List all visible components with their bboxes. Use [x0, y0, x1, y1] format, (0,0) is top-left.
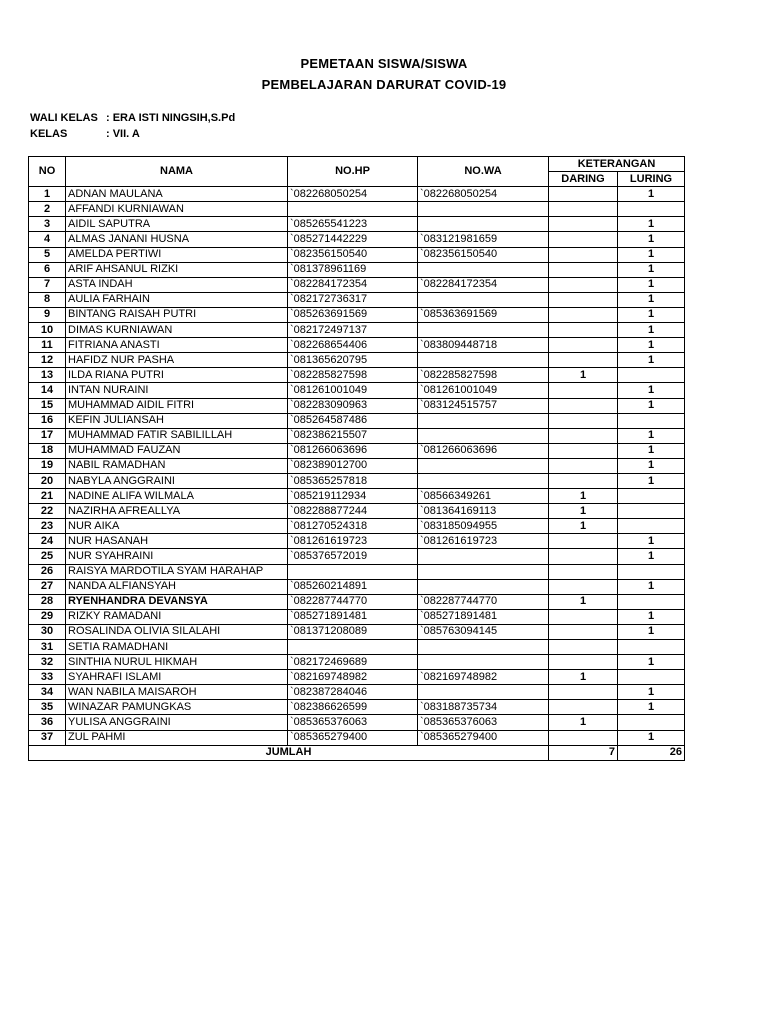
cell-no: 12 — [29, 353, 66, 368]
cell-hp: `081378961169 — [288, 262, 418, 277]
table-body — [29, 187, 685, 745]
cell-nama: ALMAS JANANI HUSNA — [66, 232, 288, 247]
cell-hp: `082387284046 — [288, 685, 418, 700]
cell-no: 31 — [29, 640, 66, 655]
cell-wa — [418, 655, 549, 670]
table-row — [29, 519, 685, 534]
cell-nama: BINTANG RAISAH PUTRI — [66, 307, 288, 322]
cell-wa: `082268050254 — [418, 187, 549, 202]
cell-nama: ROSALINDA OLIVIA SILALAHI — [66, 624, 288, 639]
cell-daring: 1 — [549, 504, 618, 519]
cell-hp: `081261001049 — [288, 383, 418, 398]
cell-luring: 1 — [618, 353, 685, 368]
cell-wa: `085365279400 — [418, 730, 549, 745]
cell-luring: 1 — [618, 262, 685, 277]
cell-hp: `082169748982 — [288, 670, 418, 685]
table-row — [29, 307, 685, 322]
cell-wa: `082287744770 — [418, 594, 549, 609]
cell-no: 16 — [29, 413, 66, 428]
cell-wa — [418, 413, 549, 428]
cell-daring — [549, 730, 618, 745]
cell-daring — [549, 443, 618, 458]
cell-no: 33 — [29, 670, 66, 685]
cell-luring: 1 — [618, 443, 685, 458]
total-row — [29, 745, 685, 760]
cell-no: 10 — [29, 323, 66, 338]
cell-daring — [549, 217, 618, 232]
cell-daring — [549, 338, 618, 353]
cell-no: 21 — [29, 489, 66, 504]
table-row — [29, 232, 685, 247]
cell-hp: `085376572019 — [288, 549, 418, 564]
cell-daring: 1 — [549, 670, 618, 685]
cell-daring: 1 — [549, 368, 618, 383]
cell-luring: 1 — [618, 534, 685, 549]
cell-no: 9 — [29, 307, 66, 322]
cell-wa: `085271891481 — [418, 609, 549, 624]
cell-nama: ADNAN MAULANA — [66, 187, 288, 202]
cell-no: 2 — [29, 202, 66, 217]
cell-nama: SYAHRAFI ISLAMI — [66, 670, 288, 685]
cell-nama: ZUL PAHMI — [66, 730, 288, 745]
cell-daring — [549, 247, 618, 262]
student-table — [28, 156, 685, 761]
table-row — [29, 217, 685, 232]
cell-daring — [549, 232, 618, 247]
document-title: PEMETAAN SISWA/SISWA — [300, 56, 468, 71]
cell-wa: `085365376063 — [418, 715, 549, 730]
total-label: JUMLAH — [29, 745, 549, 760]
cell-daring — [549, 292, 618, 307]
cell-hp: `085365376063 — [288, 715, 418, 730]
cell-wa — [418, 564, 549, 579]
cell-luring: 1 — [618, 247, 685, 262]
table-row — [29, 277, 685, 292]
cell-wa — [418, 353, 549, 368]
cell-no: 23 — [29, 519, 66, 534]
cell-no: 5 — [29, 247, 66, 262]
cell-daring: 1 — [549, 489, 618, 504]
cell-wa: `081364169113 — [418, 504, 549, 519]
cell-daring — [549, 353, 618, 368]
cell-hp: `085365257818 — [288, 473, 418, 488]
cell-luring — [618, 564, 685, 579]
cell-wa: `08566349261 — [418, 489, 549, 504]
cell-hp: `085219112934 — [288, 489, 418, 504]
cell-wa — [418, 473, 549, 488]
cell-luring: 1 — [618, 277, 685, 292]
cell-no: 27 — [29, 579, 66, 594]
cell-wa — [418, 262, 549, 277]
cell-wa: `083809448718 — [418, 338, 549, 353]
cell-luring — [618, 519, 685, 534]
document-subtitle: PEMBELAJARAN DARURAT COVID-19 — [261, 77, 507, 92]
cell-hp: `081266063696 — [288, 443, 418, 458]
cell-nama: NABYLA ANGGRAINI — [66, 473, 288, 488]
cell-wa — [418, 217, 549, 232]
cell-luring — [618, 504, 685, 519]
cell-wa: `083188735734 — [418, 700, 549, 715]
cell-hp — [288, 564, 418, 579]
cell-daring: 1 — [549, 594, 618, 609]
cell-hp: `085271891481 — [288, 609, 418, 624]
cell-hp: `082288877244 — [288, 504, 418, 519]
cell-luring: 1 — [618, 655, 685, 670]
cell-luring: 1 — [618, 217, 685, 232]
cell-nama: NANDA ALFIANSYAH — [66, 579, 288, 594]
cell-no: 30 — [29, 624, 66, 639]
header-daring: DARING — [549, 172, 618, 187]
table-row — [29, 428, 685, 443]
cell-luring — [618, 202, 685, 217]
cell-wa — [418, 579, 549, 594]
cell-no: 3 — [29, 217, 66, 232]
cell-daring — [549, 323, 618, 338]
cell-nama: SINTHIA NURUL HIKMAH — [66, 655, 288, 670]
cell-daring — [549, 534, 618, 549]
cell-nama: NABIL RAMADHAN — [66, 458, 288, 473]
cell-nama: RAISYA MARDOTILA SYAM HARAHAP — [66, 564, 288, 579]
cell-no: 37 — [29, 730, 66, 745]
table-row — [29, 700, 685, 715]
cell-luring: 1 — [618, 187, 685, 202]
cell-hp: `082389012700 — [288, 458, 418, 473]
cell-wa — [418, 202, 549, 217]
cell-wa: `083121981659 — [418, 232, 549, 247]
cell-luring: 1 — [618, 730, 685, 745]
header-nama: NAMA — [66, 157, 288, 187]
table-row — [29, 443, 685, 458]
cell-no: 26 — [29, 564, 66, 579]
cell-wa: `082284172354 — [418, 277, 549, 292]
cell-hp: `081270524318 — [288, 519, 418, 534]
cell-luring: 1 — [618, 292, 685, 307]
kelas-line — [30, 128, 140, 140]
cell-nama: ARIF AHSANUL RIZKI — [66, 262, 288, 277]
table-row — [29, 670, 685, 685]
cell-nama: AULIA FARHAIN — [66, 292, 288, 307]
total-luring: 26 — [618, 745, 685, 760]
cell-hp: `082284172354 — [288, 277, 418, 292]
cell-no: 1 — [29, 187, 66, 202]
cell-daring — [549, 383, 618, 398]
header-luring: LURING — [618, 172, 685, 187]
cell-nama: INTAN NURAINI — [66, 383, 288, 398]
cell-no: 8 — [29, 292, 66, 307]
cell-hp: `082287744770 — [288, 594, 418, 609]
table-row — [29, 323, 685, 338]
header-wa: NO.WA — [418, 157, 549, 187]
cell-daring — [549, 655, 618, 670]
table-row — [29, 338, 685, 353]
cell-luring: 1 — [618, 307, 685, 322]
cell-nama: FITRIANA ANASTI — [66, 338, 288, 353]
cell-hp: `082172469689 — [288, 655, 418, 670]
cell-no: 34 — [29, 685, 66, 700]
cell-nama: NAZIRHA AFREALLYA — [66, 504, 288, 519]
cell-hp — [288, 640, 418, 655]
cell-wa: `082285827598 — [418, 368, 549, 383]
cell-no: 19 — [29, 458, 66, 473]
cell-luring: 1 — [618, 579, 685, 594]
cell-no: 4 — [29, 232, 66, 247]
cell-wa: `082356150540 — [418, 247, 549, 262]
header-hp: NO.HP — [288, 157, 418, 187]
cell-no: 11 — [29, 338, 66, 353]
total-daring: 7 — [549, 745, 618, 760]
cell-hp: `082356150540 — [288, 247, 418, 262]
cell-wa — [418, 428, 549, 443]
table-row — [29, 609, 685, 624]
cell-hp: `085264587486 — [288, 413, 418, 428]
table-row — [29, 685, 685, 700]
cell-luring: 1 — [618, 398, 685, 413]
cell-nama: NUR HASANAH — [66, 534, 288, 549]
table-row — [29, 640, 685, 655]
cell-hp: `085265541223 — [288, 217, 418, 232]
cell-nama: NADINE ALIFA WILMALA — [66, 489, 288, 504]
cell-no: 7 — [29, 277, 66, 292]
cell-no: 32 — [29, 655, 66, 670]
table-row — [29, 398, 685, 413]
cell-no: 17 — [29, 428, 66, 443]
wali-kelas-label: WALI KELAS — [30, 112, 98, 124]
kelas-value: : VII. A — [106, 128, 140, 140]
cell-luring — [618, 413, 685, 428]
cell-daring — [549, 307, 618, 322]
cell-hp: `085271442229 — [288, 232, 418, 247]
cell-daring — [549, 640, 618, 655]
cell-nama: MUHAMMAD AIDIL FITRI — [66, 398, 288, 413]
cell-luring: 1 — [618, 383, 685, 398]
cell-nama: MUHAMMAD FATIR SABILILLAH — [66, 428, 288, 443]
table-row — [29, 458, 685, 473]
table-row — [29, 292, 685, 307]
cell-no: 25 — [29, 549, 66, 564]
cell-hp: `082268654406 — [288, 338, 418, 353]
cell-daring — [549, 579, 618, 594]
header-keterangan: KETERANGAN — [549, 157, 685, 172]
cell-luring — [618, 670, 685, 685]
cell-wa — [418, 685, 549, 700]
cell-no: 24 — [29, 534, 66, 549]
kelas-label: KELAS — [30, 128, 68, 140]
cell-hp: `085365279400 — [288, 730, 418, 745]
cell-daring — [549, 609, 618, 624]
cell-hp: `082285827598 — [288, 368, 418, 383]
table-row — [29, 262, 685, 277]
cell-hp: `081365620795 — [288, 353, 418, 368]
table-row — [29, 413, 685, 428]
cell-wa — [418, 292, 549, 307]
cell-wa: `085763094145 — [418, 624, 549, 639]
cell-no: 22 — [29, 504, 66, 519]
cell-wa: `081266063696 — [418, 443, 549, 458]
cell-nama: KEFIN JULIANSAH — [66, 413, 288, 428]
cell-nama: AMELDA PERTIWI — [66, 247, 288, 262]
cell-luring: 1 — [618, 458, 685, 473]
cell-nama: NUR AIKA — [66, 519, 288, 534]
cell-hp: `082268050254 — [288, 187, 418, 202]
cell-hp: `082172497137 — [288, 323, 418, 338]
cell-luring: 1 — [618, 624, 685, 639]
cell-daring — [549, 549, 618, 564]
cell-no: 15 — [29, 398, 66, 413]
cell-luring — [618, 640, 685, 655]
cell-no: 29 — [29, 609, 66, 624]
table-row — [29, 504, 685, 519]
table-row — [29, 594, 685, 609]
cell-daring — [549, 277, 618, 292]
cell-daring: 1 — [549, 715, 618, 730]
cell-hp: `082386215507 — [288, 428, 418, 443]
cell-luring — [618, 715, 685, 730]
cell-luring: 1 — [618, 700, 685, 715]
table-row — [29, 383, 685, 398]
cell-daring — [549, 685, 618, 700]
header-no: NO — [29, 157, 66, 187]
cell-luring — [618, 368, 685, 383]
table-row — [29, 202, 685, 217]
cell-nama: YULISA ANGGRAINI — [66, 715, 288, 730]
cell-wa: `085363691569 — [418, 307, 549, 322]
cell-nama: ILDA RIANA PUTRI — [66, 368, 288, 383]
cell-nama: ASTA INDAH — [66, 277, 288, 292]
cell-nama: RYENHANDRA DEVANSYA — [66, 594, 288, 609]
table-row — [29, 549, 685, 564]
table-row — [29, 353, 685, 368]
cell-wa: `081261619723 — [418, 534, 549, 549]
cell-no: 28 — [29, 594, 66, 609]
cell-luring: 1 — [618, 232, 685, 247]
cell-wa — [418, 323, 549, 338]
cell-no: 18 — [29, 443, 66, 458]
cell-luring: 1 — [618, 549, 685, 564]
cell-wa — [418, 549, 549, 564]
table-row — [29, 534, 685, 549]
wali-kelas-value: : ERA ISTI NINGSIH,S.Pd — [106, 112, 236, 124]
cell-no: 14 — [29, 383, 66, 398]
cell-daring — [549, 700, 618, 715]
cell-wa: `083124515757 — [418, 398, 549, 413]
cell-luring: 1 — [618, 609, 685, 624]
cell-daring — [549, 428, 618, 443]
cell-luring — [618, 489, 685, 504]
cell-nama: RIZKY RAMADANI — [66, 609, 288, 624]
table-row — [29, 624, 685, 639]
cell-wa: `083185094955 — [418, 519, 549, 534]
cell-nama: SETIA RAMADHANI — [66, 640, 288, 655]
cell-daring — [549, 564, 618, 579]
cell-luring: 1 — [618, 473, 685, 488]
cell-hp — [288, 202, 418, 217]
cell-hp: `085260214891 — [288, 579, 418, 594]
cell-wa: `081261001049 — [418, 383, 549, 398]
cell-nama: MUHAMMAD FAUZAN — [66, 443, 288, 458]
cell-daring — [549, 473, 618, 488]
cell-nama: WAN NABILA MAISAROH — [66, 685, 288, 700]
cell-no: 20 — [29, 473, 66, 488]
table-row — [29, 579, 685, 594]
cell-hp: `082283090963 — [288, 398, 418, 413]
table-row — [29, 247, 685, 262]
cell-wa: `082169748982 — [418, 670, 549, 685]
cell-hp: `082172736317 — [288, 292, 418, 307]
cell-daring — [549, 262, 618, 277]
cell-wa — [418, 640, 549, 655]
cell-nama: DIMAS KURNIAWAN — [66, 323, 288, 338]
cell-no: 35 — [29, 700, 66, 715]
cell-no: 6 — [29, 262, 66, 277]
table-row — [29, 368, 685, 383]
cell-daring — [549, 458, 618, 473]
cell-hp: `082386626599 — [288, 700, 418, 715]
cell-nama: NUR SYAHRAINI — [66, 549, 288, 564]
cell-daring — [549, 413, 618, 428]
cell-no: 36 — [29, 715, 66, 730]
cell-daring — [549, 202, 618, 217]
cell-luring: 1 — [618, 428, 685, 443]
table-row — [29, 655, 685, 670]
cell-hp: `081371208089 — [288, 624, 418, 639]
wali-kelas-line — [30, 112, 235, 124]
table-row — [29, 187, 685, 202]
cell-nama: AFFANDI KURNIAWAN — [66, 202, 288, 217]
cell-nama: AIDIL SAPUTRA — [66, 217, 288, 232]
cell-daring — [549, 187, 618, 202]
cell-daring — [549, 398, 618, 413]
cell-nama: HAFIDZ NUR PASHA — [66, 353, 288, 368]
table-row — [29, 730, 685, 745]
cell-wa — [418, 458, 549, 473]
table-row — [29, 715, 685, 730]
cell-hp: `085263691569 — [288, 307, 418, 322]
cell-nama: WINAZAR PAMUNGKAS — [66, 700, 288, 715]
cell-luring — [618, 594, 685, 609]
cell-luring: 1 — [618, 323, 685, 338]
table-row — [29, 473, 685, 488]
cell-no: 13 — [29, 368, 66, 383]
cell-luring: 1 — [618, 338, 685, 353]
table-row — [29, 564, 685, 579]
cell-luring: 1 — [618, 685, 685, 700]
cell-hp: `081261619723 — [288, 534, 418, 549]
cell-daring — [549, 624, 618, 639]
table-row — [29, 489, 685, 504]
cell-daring: 1 — [549, 519, 618, 534]
